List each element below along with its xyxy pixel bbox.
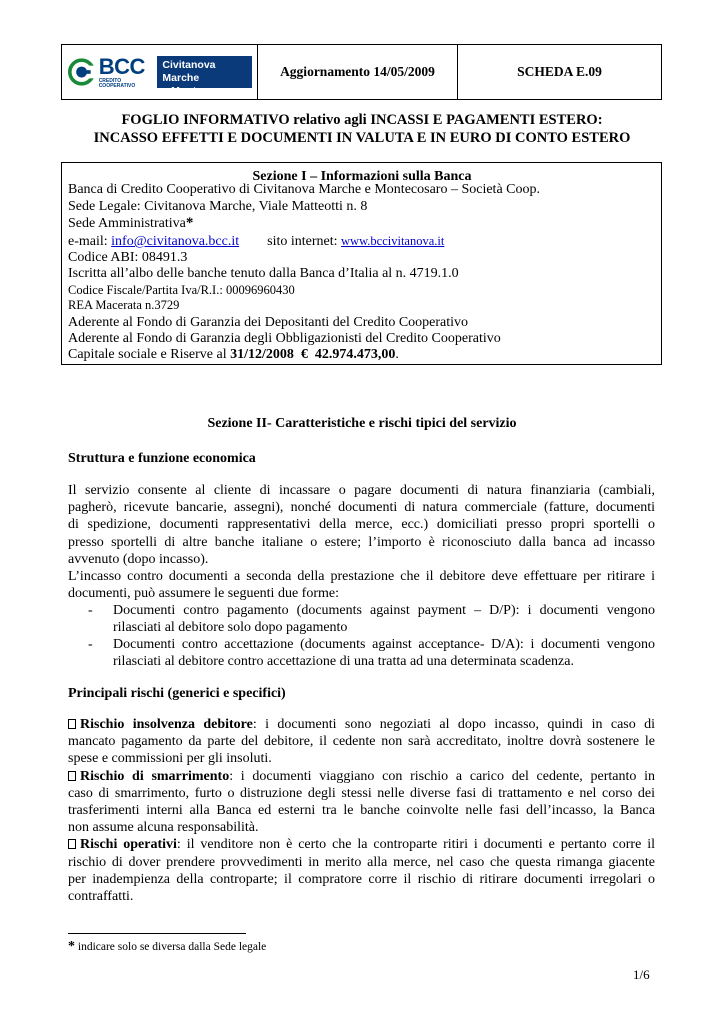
service-description-paragraph bbox=[68, 482, 655, 602]
paragraph-line: spese e commissioni per gli insoluti. bbox=[68, 751, 272, 767]
subheading-structure: Struttura e funzione economica bbox=[68, 451, 256, 466]
footnote bbox=[68, 939, 266, 955]
list-item-line: Documenti contro accettazione (documents against acceptance- D/A): i documenti vengono bbox=[113, 637, 655, 652]
risk-loss-first-line bbox=[68, 768, 655, 785]
risk-operational-label: Rischi operativi bbox=[80, 837, 177, 853]
legal-seat: Sede Legale: Civitanova Marche, Viale Matteotti n. 8 bbox=[68, 199, 368, 214]
guarantee-fund-bondholders: Aderente al Fondo di Garanzia degli Obbligazionisti del Credito Cooperativo bbox=[68, 331, 501, 346]
bcc-logo-icon bbox=[68, 57, 95, 87]
share-capital bbox=[68, 346, 399, 363]
risk-insolvency-first-line bbox=[68, 716, 655, 733]
list-item-dp bbox=[113, 602, 655, 636]
subheading-risks: Principali rischi (generici e specifici) bbox=[68, 686, 286, 701]
rea-number: REA Macerata n.3729 bbox=[68, 298, 180, 312]
risk-loss-label: Rischio di smarrimento bbox=[80, 768, 230, 784]
footnote-ref-mark: * bbox=[185, 215, 194, 231]
paragraph-line: L’incasso contro documenti a seconda della prestazione che il debitore deve effettuare per ritirare i bbox=[68, 569, 655, 585]
bank-logo bbox=[68, 49, 252, 95]
risk-operational-first-line bbox=[68, 836, 655, 853]
guarantee-fund-depositors: Aderente al Fondo di Garanzia dei Depositanti del Credito Cooperativo bbox=[68, 315, 469, 330]
email-label: e-mail: bbox=[68, 234, 112, 249]
fiscal-code: Codice Fiscale/Partita Iva/R.I.: 00096960430 bbox=[68, 283, 295, 297]
checkbox-square-icon bbox=[68, 719, 76, 729]
list-item-line: rilasciati al debitore solo dopo pagamento bbox=[113, 620, 348, 636]
risk-insolvency-text: : i documenti sono negoziati al dopo incasso, quindi in caso di bbox=[252, 717, 656, 732]
capital-prefix: Capitale sociale e Riserve al bbox=[68, 347, 231, 362]
logo-branch-line2: e Montecosaro bbox=[162, 85, 237, 97]
paragraph-line: avvenuto (dopo incasso). bbox=[68, 551, 209, 567]
risk-insolvency-label: Rischio insolvenza debitore bbox=[80, 717, 253, 732]
logo-cell bbox=[62, 45, 258, 99]
paragraph-line: documenti, può assumere le seguenti due forme: bbox=[68, 586, 339, 602]
list-item-da bbox=[113, 636, 655, 670]
paragraph-line: pagherò, ricevute bancarie, assegni), nonché documenti di natura commerciale (fatture, documenti bbox=[68, 500, 655, 516]
footnote-text: indicare solo se diversa dalla Sede legale bbox=[75, 941, 267, 953]
paragraph-line: trasferimenti interni alla Banca ed esterni tra le banche coinvolte nelle fasi dell’incasso, la Banca bbox=[68, 803, 655, 819]
header-table bbox=[61, 44, 662, 100]
logo-wordmark bbox=[98, 53, 154, 89]
document-title-line2: INCASSO EFFETTI E DOCUMENTI IN VALUTA E IN EURO DI CONTO ESTERO bbox=[93, 130, 631, 146]
capital-date: 31/12/2008 bbox=[230, 347, 294, 362]
risk-loss-text: : i documenti viaggiano con rischio a carico del cedente, pertanto in bbox=[229, 768, 655, 784]
scheda-cell: SCHEDA E.09 bbox=[517, 64, 602, 79]
capital-separator: € bbox=[293, 347, 315, 362]
section2-heading: Sezione II- Caratteristiche e rischi tipici del servizio bbox=[207, 416, 517, 431]
page-number: 1/6 bbox=[633, 967, 650, 982]
list-item-line: Documenti contro pagamento (documents against payment – D/P): i documenti vengono bbox=[113, 603, 655, 618]
document-title-line1: FOGLIO INFORMATIVO relativo agli INCASSI E PAGAMENTI ESTERO: bbox=[121, 112, 603, 128]
logo-bcc-text: BCC bbox=[98, 53, 145, 79]
logo-branch-box bbox=[157, 56, 251, 97]
paragraph-line: presso sportelli di altre banche italiane o estere; l’importo è riconosciuto dalla banca ad incasso bbox=[68, 534, 655, 550]
email-link[interactable]: info@civitanova.bcc.it bbox=[111, 234, 240, 249]
dash-bullet: - bbox=[88, 637, 93, 652]
list-item-line: rilasciati al debitore contro accettazione di una tratta ad una determinata scadenza. bbox=[113, 654, 574, 670]
footnote-mark: * bbox=[68, 939, 75, 954]
bank-name: Banca di Credito Cooperativo di Civitanova Marche e Montecosaro – Società Coop. bbox=[68, 182, 540, 197]
paragraph-line: mancato pagamento da parte del debitore, il cedente non sarà accreditato, inoltre dovrà sostenere le bbox=[68, 734, 655, 750]
paragraph-line: contraffatti. bbox=[68, 889, 134, 905]
abi-code: Codice ABI: 08491.3 bbox=[68, 250, 188, 265]
bank-register: Iscritta all’albo delle banche tenuto dalla Banca d’Italia al n. 4719.1.0 bbox=[68, 266, 459, 281]
update-date-cell: Aggiornamento 14/05/2009 bbox=[258, 45, 458, 99]
paragraph-line: Il servizio consente al cliente di incassare o pagare documenti di natura finanziaria (cambiali, bbox=[68, 483, 655, 498]
paragraph-line: di spedizione, documenti rappresentativi della merce, ecc.) domiciliati presso propri sportelli o bbox=[68, 517, 655, 533]
website-link[interactable]: www.bccivitanova.it bbox=[341, 234, 445, 248]
admin-seat-label: Sede Amministrativa bbox=[68, 216, 186, 231]
checkbox-square-icon bbox=[68, 839, 76, 849]
dash-bullet: - bbox=[88, 603, 93, 618]
checkbox-square-icon bbox=[68, 771, 76, 781]
logo-coop-text: CREDITO COOPERATIVO bbox=[98, 77, 136, 89]
footnote-divider bbox=[68, 933, 246, 934]
risk-operational-text: : il venditore non è certo che la controparte ritiri i documenti e pertanto corre il bbox=[176, 837, 655, 853]
capital-value: 42.974.473,00 bbox=[314, 347, 396, 362]
paragraph-line: per inadempienza della controparte; il compratore corre il rischio di ritirare documenti irregolari o bbox=[68, 871, 655, 887]
admin-seat bbox=[68, 215, 193, 232]
capital-end: . bbox=[395, 347, 399, 362]
paragraph-line: non assume alcuna responsabilità. bbox=[68, 820, 259, 836]
paragraph-line: caso di smarrimento, furto o distruzione degli stessi nelle diverse fasi di trattamento e nel corso dei bbox=[68, 785, 655, 801]
paragraph-line: rischio di dover prendere provvedimenti in merito alla merce, nel caso che questa rimanga giacente bbox=[68, 854, 655, 870]
site-label: sito internet: bbox=[267, 234, 342, 249]
risks-paragraph bbox=[68, 716, 655, 905]
section1-heading: Sezione I – Informazioni sulla Banca bbox=[252, 169, 472, 184]
logo-branch-line1: Civitanova Marche bbox=[162, 59, 216, 84]
contact-line bbox=[68, 233, 444, 250]
